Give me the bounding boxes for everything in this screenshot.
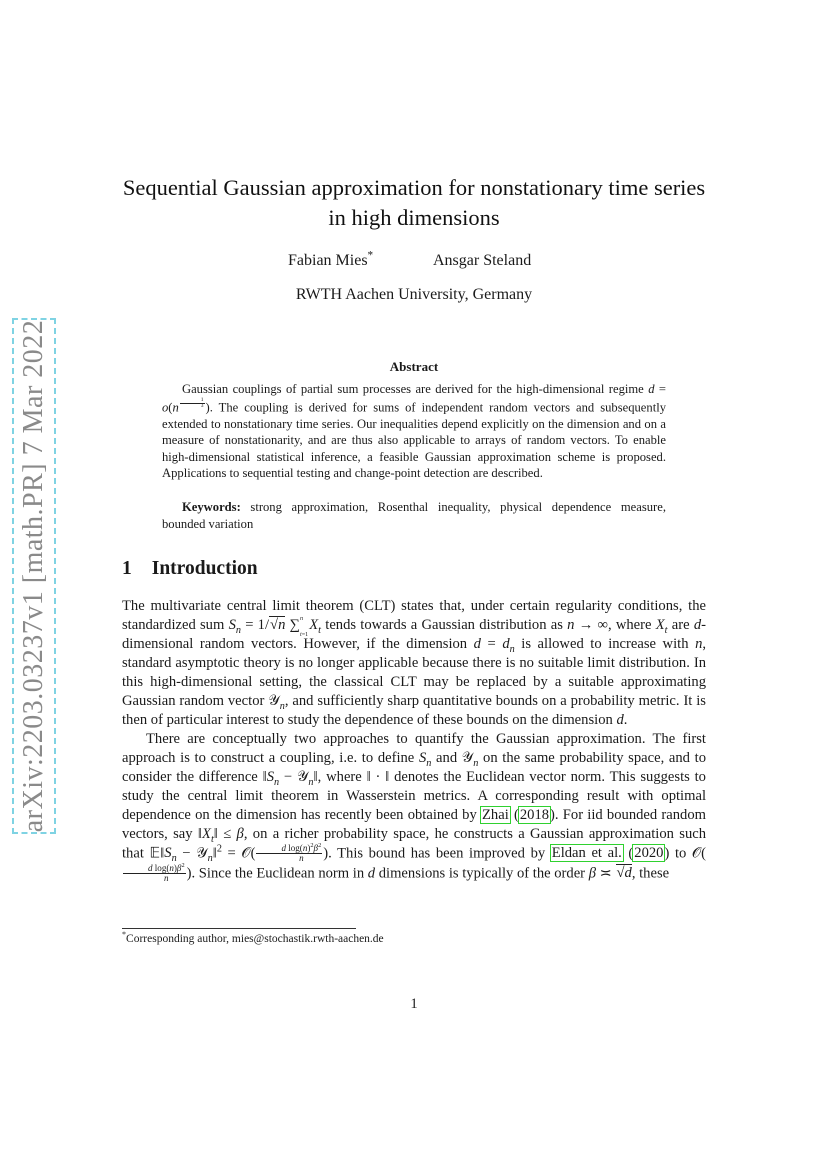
author-1-name: Fabian Mies xyxy=(288,252,368,269)
author-2: Ansgar Steland xyxy=(433,252,532,269)
section-heading: 1 Introduction xyxy=(122,558,258,579)
abstract-heading: Abstract xyxy=(389,359,439,374)
paper-title: Sequential Gaussian approximation for nonstationary time series in high dimensions xyxy=(122,175,706,230)
citation-link-eldan[interactable]: Eldan et al. xyxy=(551,845,622,862)
body-text xyxy=(122,597,706,884)
citation-link-zhai[interactable]: Zhai xyxy=(482,807,509,823)
paragraph-2: There are conceptually two approaches to quantify the Gaussian approximation. The first approach is to construct a coupling, i.e. to define $S_n$ and 𝒴$_n$ on the same probability space, and to consider the difference $‖S_n$ − 𝒴$_n$‖, where ‖ · ‖ denotes the Euclidean vector norm. This suggests to study the central limit theorem in Wasserstein metrics. A corresponding result with optimal dependence on the dimension has recently been obtained by Zhai (2018). For iid bounded random vectors, say $‖X_t‖ \le \beta$, on a richer probability space, he constructs a Gaussian approximation such that $𝔼‖S_n$ − 𝒴$_n$‖$^2$ = 𝒪( $\frac{d \log(n)^2\beta^2}{n}$ ). This bound has been improved by Eldan et al. (2020) to 𝒪( $\frac{d \log(n)\beta^2}{n}$ ). Since the Euclidean norm in d dimensions is typically of the order β ≍ √d, these xyxy=(122,731,707,884)
paragraph-1: The multivariate central limit theorem (CLT) states that, under certain regularity conditions, the standardized sum $S_n = 1/√n$ ∑$^n$ $_{t=1}X_t$ tends towards a Gaussian distribution as n → ∞, where $X_t$ are d-dimensional random vectors. However, if the dimension $d = d_n$ is allowed to increase with n, standard asymptotic theory is no longer applicable because there is no suitable limit distribution. In this high-dimensional setting, the classical CLT may be replaced by a suitable approximating Gaussian random vector 𝒴$_n$, and sufficiently sharp quantitative bounds on a probability metric. It is then of particular interest to study the dependence of these bounds on the dimension d. xyxy=(122,598,707,728)
author-1 xyxy=(288,249,374,270)
keywords-label: Keywords: xyxy=(182,500,241,514)
arxiv-sidebar-stamp xyxy=(12,318,56,834)
footnote-mark: * xyxy=(122,930,127,940)
abstract-body: Gaussian couplings of partial sum processes are derived for the high-dimensional regime d = o(n $^{\frac{1}{3}}$ ). The coupling is derived for sums of independent random vectors and subsequently extended to nonstationary time series. Our inequalities depend explicitly on the dimension and on a measure of nonstationarity, and are thus also applicable to arrays of random vectors. To enable high-dimensional statistical inference, a feasible Gaussian approximation scheme is proposed. Applications to sequential testing and change-point detection are described. xyxy=(162,382,666,481)
arxiv-identifier: arXiv:2203.03237v1 [math.PR] 7 Mar 2022 xyxy=(18,319,49,833)
affiliation: RWTH Aachen University, Germany xyxy=(295,286,533,303)
footnote xyxy=(122,930,384,945)
page-number: 1 xyxy=(410,996,418,1012)
author-1-footnote-mark: * xyxy=(367,249,374,262)
footnote-rule xyxy=(122,928,356,929)
citation-link-eldan-year[interactable]: 2020 xyxy=(634,845,664,862)
citation-link-zhai-year[interactable]: 2018 xyxy=(519,807,550,823)
footnote-text: Corresponding author, mies@stochastik.rwth-aachen.de xyxy=(126,933,384,945)
keywords: Keywords: strong approximation, Rosenthal inequality, physical dependence measure, bounded variation xyxy=(162,500,666,531)
